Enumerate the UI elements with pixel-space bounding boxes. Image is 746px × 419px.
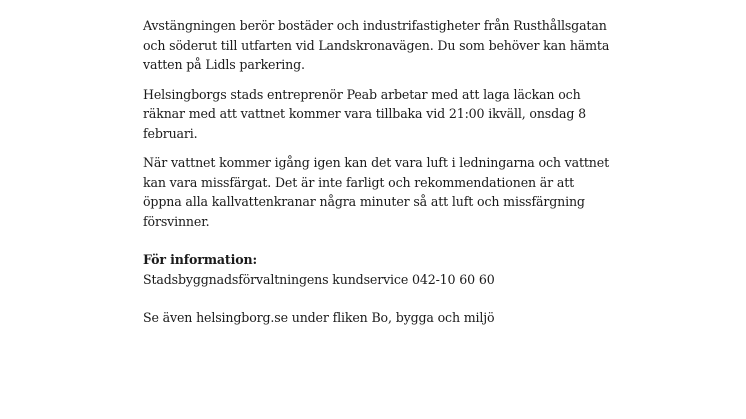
- document-body: [143, 16, 613, 328]
- contact-info: [143, 250, 613, 289]
- see-also-text: Se även helsingborg.se under fliken Bo, bygga och miljö: [143, 310, 495, 325]
- contact-heading: För information:: [143, 252, 257, 267]
- paragraph-air-discoloration: När vattnet kommer igång igen kan det vara luft i ledningarna och vattnet kan vara missfärgat. Det är inte farligt och rekommendationen är att öppna alla kallvattenkranar några minuter så att luft och missfärgning försvinner.: [143, 155, 609, 229]
- paragraph-repair-estimate: Helsingborgs stads entreprenör Peab arbetar med att laga läckan och räknar med att vattnet kommer vara tillbaka vid 21:00 ikväll, onsdag 8 februari.: [143, 86, 587, 141]
- contact-line: Stadsbyggnadsförvaltningens kundservice 042-10 60 60: [143, 271, 495, 287]
- paragraph-shutoff-area: Avstängningen berör bostäder och industrifastigheter från Rusthållsgatan och söderut till utfarten vid Landskronavägen. Du som behöver kan hämta vatten på Lidls parkering.: [143, 18, 610, 72]
